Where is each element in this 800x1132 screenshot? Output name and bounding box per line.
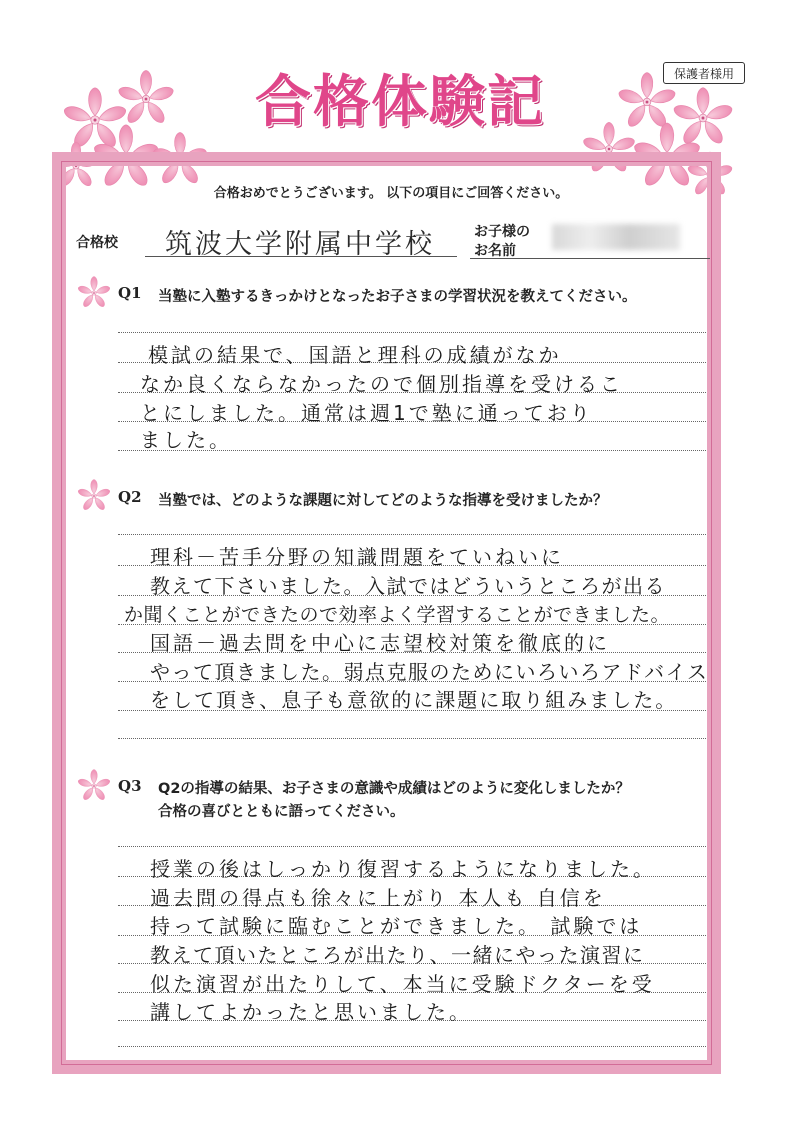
school-underline bbox=[145, 256, 457, 257]
q3-question-line-2: 合格の喜びとともに語ってください。 bbox=[158, 804, 405, 820]
q2-number: Q2 bbox=[118, 488, 142, 506]
q1-answer-line-4: ました。 bbox=[140, 428, 232, 452]
q3-question-line-1: Q2の指導の結果、お子さまの意識や成績はどのように変化しましたか？ bbox=[158, 781, 630, 797]
q3-answer-line-5: 似た演習が出たりして、本当に受験ドクターを受 bbox=[150, 972, 655, 996]
answer-line bbox=[118, 1046, 706, 1047]
answer-line bbox=[118, 738, 706, 739]
page-title: 合格体験記 bbox=[255, 69, 545, 135]
q3-answer-line-4: 教えて頂いたところが出たり、一緒にやった演習に bbox=[150, 943, 645, 967]
q1-number: Q1 bbox=[118, 284, 142, 302]
answer-line bbox=[118, 846, 706, 847]
q2-answer-line-3: か聞くことができたので効率よく学習することができました。 bbox=[124, 604, 671, 626]
q2-answer-line-5: やって頂きました。弱点克服のためにいろいろアドバイス bbox=[150, 660, 709, 684]
school-label: 合格校 bbox=[76, 235, 118, 251]
q1-flower-icon bbox=[76, 275, 112, 311]
q3-answer-line-6: 講してよかったと思いました。 bbox=[150, 1000, 472, 1024]
q1-question: 当塾に入塾するきっかけとなったお子さまの学習状況を教えてください。 bbox=[158, 289, 637, 305]
q3-flower-icon bbox=[76, 768, 112, 804]
q1-answer-line-1: 模試の結果で、国語と理科の成績がなか bbox=[148, 343, 562, 367]
q3-answer-line-2: 過去問の得点も徐々に上がり 本人も 自信を bbox=[150, 886, 606, 910]
q3-number: Q3 bbox=[118, 777, 142, 795]
q2-answer-line-4: 国語－過去問を中心に志望校対策を徹底的に bbox=[150, 631, 610, 655]
q2-answer-line-6: をして頂き、息子も意欲的に課題に取り組みました。 bbox=[150, 688, 678, 712]
audience-badge: 保護者様用 bbox=[663, 62, 745, 84]
q1-answer-line-3: とにしました。通常は週1で塾に通っており bbox=[140, 401, 593, 425]
name-underline bbox=[470, 258, 710, 259]
q1-answer-line-2: なか良くならなかったので個別指導を受けるこ bbox=[140, 372, 623, 396]
q2-question: 当塾では、どのような課題に対してどのような指導を受けましたか？ bbox=[158, 493, 608, 509]
q3-answer-line-1: 授業の後はしっかり復習するようになりました。 bbox=[150, 857, 656, 881]
q2-answer-line-2: 教えて下さいました。入試ではどういうところが出る bbox=[150, 574, 666, 598]
q3-answer-line-3: 持って試験に臨むことができました。 試験では bbox=[150, 914, 643, 938]
q2-answer-line-1: 理科－苦手分野の知識問題をていねいに bbox=[150, 545, 564, 569]
q2-flower-icon bbox=[76, 478, 112, 514]
answer-line bbox=[118, 332, 706, 333]
school-value: 筑波大学附属中学校 bbox=[165, 229, 435, 260]
answer-line bbox=[118, 534, 706, 535]
child-name-label-2: お名前 bbox=[474, 243, 516, 259]
intro-text: 合格おめでとうございます。 以下の項目にご回答ください。 bbox=[213, 186, 569, 201]
child-name-label-1: お子様の bbox=[474, 224, 530, 240]
name-redacted bbox=[552, 224, 680, 250]
